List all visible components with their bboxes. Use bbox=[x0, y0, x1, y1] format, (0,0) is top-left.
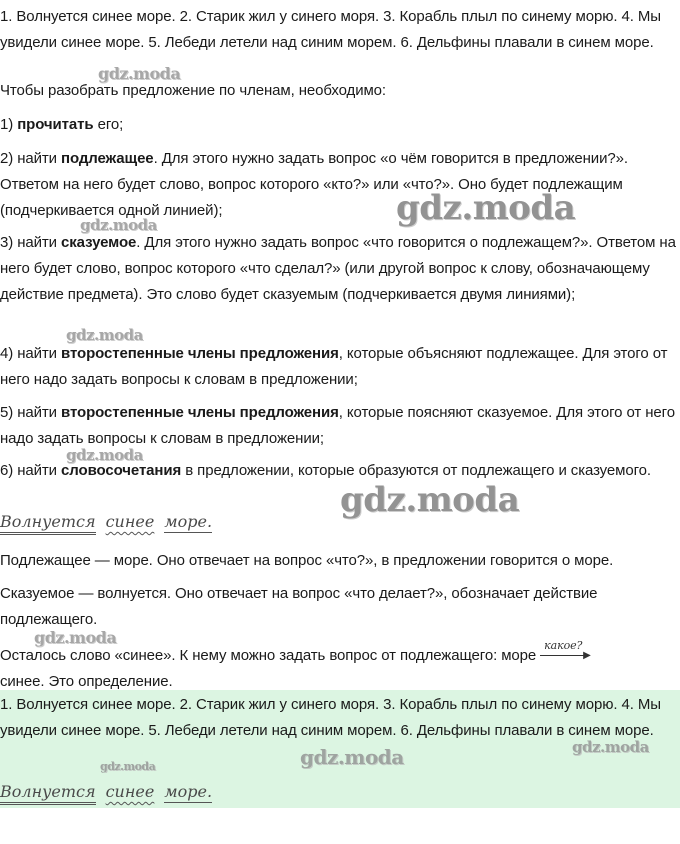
step-5 bbox=[0, 400, 678, 452]
remaining-word-explanation bbox=[0, 639, 678, 695]
remaining-text: Осталось слово «синее». К нему можно задать вопрос от подлежащего: море bbox=[0, 647, 537, 664]
step-keyword: второстепенные члены предложения bbox=[61, 345, 339, 362]
example-sentences: 1. Волнуется синее море. 2. Старик жил у синего моря. 3. Корабль плыл по синему морю. 4. Мы увидели синее море. 5. Лебеди летели над синим морем. 6. Дельфины плавали в синем море. bbox=[0, 8, 661, 51]
step-rest: . Для этого нужно задать вопрос «что говорится о подлежащем?». Ответом на него будет слово, вопрос которого «что сделал?» (или другой вопрос к слову, обозначающему действие предмета). Это слово будет сказуемым (подчеркивается двумя линиями); bbox=[0, 234, 676, 303]
step-1 bbox=[0, 112, 678, 138]
step-prefix: 6) найти bbox=[0, 462, 62, 479]
answer-attribute-word: синее bbox=[105, 782, 155, 801]
answer-subject-word: море. bbox=[164, 782, 213, 801]
predicate-word: Волнуется bbox=[0, 512, 96, 535]
predicate-explanation: Сказуемое — волнуется. Оно отвечает на вопрос «что делает?», обозначает действие подлежащего. bbox=[0, 585, 598, 628]
watermark: gdz.moda bbox=[300, 745, 404, 769]
intro-text: Чтобы разобрать предложение по членам, необходимо: bbox=[0, 82, 386, 99]
step-rest: в предложении, которые образуются от подлежащего и сказуемого. bbox=[181, 462, 651, 479]
watermark: gdz.moda bbox=[34, 628, 117, 647]
watermark: gdz.moda bbox=[100, 760, 156, 773]
step-2 bbox=[0, 146, 678, 224]
answer-parsed-sentence bbox=[0, 782, 222, 805]
question-arrow bbox=[540, 639, 592, 663]
watermark: gdz.moda bbox=[98, 64, 181, 83]
arrow-line bbox=[540, 655, 586, 656]
step-rest: его; bbox=[93, 116, 124, 133]
step-keyword: подлежащее bbox=[61, 150, 154, 167]
step-rest: . Для этого нужно задать вопрос «о чём говорится в предложении?». Ответом на него будет слово, вопрос которого «кто?» или «что?». Оно будет подлежащим (подчеркивается одной линией); bbox=[0, 150, 628, 219]
arrow-head-icon: ▶ bbox=[583, 650, 591, 662]
answer-sentences: 1. Волнуется синее море. 2. Старик жил у синего моря. 3. Корабль плыл по синему морю. 4. Мы увидели синее море. 5. Лебеди летели над синим морем. 6. Дельфины плавали в синем море. bbox=[0, 696, 661, 739]
step-rest: , которые поясняют сказуемое. Для этого от него надо задать вопросы к словам в предложении; bbox=[0, 404, 675, 447]
watermark-large: gdz.moda bbox=[340, 480, 520, 520]
attribute-word: синее bbox=[105, 512, 155, 531]
step-prefix: 3) найти bbox=[0, 234, 62, 251]
step-keyword: прочитать bbox=[17, 116, 94, 133]
watermark: gdz.moda bbox=[572, 738, 649, 756]
watermark-large: gdz.moda bbox=[396, 188, 576, 228]
answer-predicate-word: Волнуется bbox=[0, 782, 96, 805]
step-3 bbox=[0, 230, 678, 308]
step-keyword: второстепенные члены предложения bbox=[61, 404, 339, 421]
step-keyword: сказуемое bbox=[61, 234, 137, 251]
step-prefix: 1) bbox=[0, 116, 18, 133]
arrow-question-label: какое? bbox=[544, 639, 583, 653]
watermark: gdz.moda bbox=[66, 326, 143, 344]
watermark: gdz.moda bbox=[66, 446, 143, 464]
step-4 bbox=[0, 341, 678, 393]
subject-explanation: Подлежащее — море. Оно отвечает на вопрос «что?», в предложении говорится о море. bbox=[0, 552, 614, 569]
step-rest: , которые объясняют подлежащее. Для этого от него надо задать вопросы к словам в предложении; bbox=[0, 345, 668, 388]
watermark: gdz.moda bbox=[80, 216, 157, 234]
remaining-text-end: синее. Это определение. bbox=[0, 673, 173, 690]
parsed-sentence bbox=[0, 512, 222, 535]
step-prefix: 5) найти bbox=[0, 404, 62, 421]
step-prefix: 4) найти bbox=[0, 345, 62, 362]
step-keyword: словосочетания bbox=[61, 462, 182, 479]
subject-word: море. bbox=[164, 512, 213, 531]
step-prefix: 2) найти bbox=[0, 150, 62, 167]
